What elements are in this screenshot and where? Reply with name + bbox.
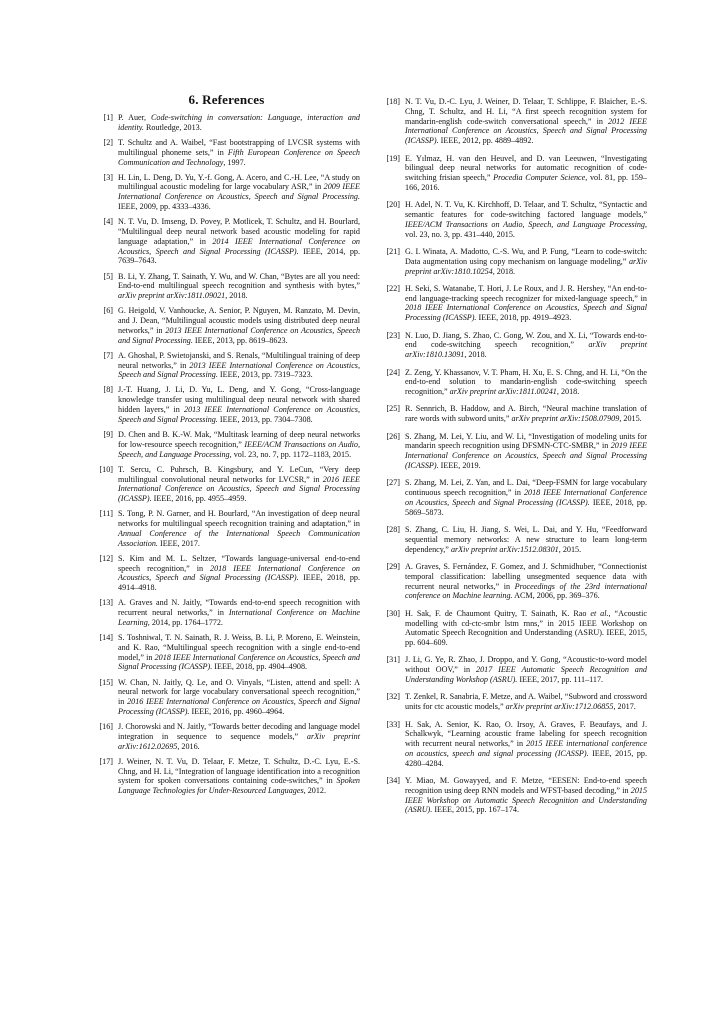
reference-number: [15] [99,677,113,687]
reference-details: , 2018. [225,291,248,301]
reference-number: [1] [103,113,113,122]
reference-number: [21] [386,246,400,256]
reference-entry [380,404,647,424]
reference-number: [34] [386,776,400,786]
reference-details: , 2015. [619,414,642,424]
reference-entry [380,655,647,684]
reference-venue: arXiv preprint arXiv:1612.02695 [118,731,360,751]
reference-authors-title: T. Zenkel, R. Sanabria, F. Metze, and A. Waibel, “Subword and crossword units for ctc acoustic models,” [405,692,647,712]
reference-number: [26] [386,431,400,441]
reference-venue: Procedia Computer Science [493,173,586,183]
reference-entry [380,609,647,648]
reference-details: IEEE, 2015, pp. 167–174. [432,805,519,815]
reference-number: [12] [99,553,113,563]
reference-details: IEEE, 2017. [157,538,200,548]
reference-entry [93,113,360,133]
reference-authors-title: P. Auer, [118,113,151,122]
reference-venue: Proceedings of the 23rd international conference on Machine learning. [405,581,647,601]
reference-details: IEEE, 2014, pp. 7639–7643. [118,246,360,266]
reference-authors-title: B. Li, Y. Zhang, T. Sainath, Y. Wu, and W. Chan, “Bytes are all you need: End-to-end multilingual speech recognition and synthesis with bytes,” [118,271,360,291]
reference-number: [32] [386,692,400,702]
reference-details: IEEE, 2016, pp. 4955–4959. [151,494,247,504]
reference-authors-title: S. Zhang, M. Lei, Y. Liu, and W. Li, “Investigation of modeling units for mandarin speech recognition using DFSMN-CTC-SMBR,” in [405,431,647,451]
reference-authors-title: S. Zhang, C. Liu, H. Jiang, S. Wei, L. Dai, and Y. Hu, “Feedforward sequential memory networks: A new structure to learn long-term dependency,” [405,525,647,554]
reference-authors-title: S. Tong, P. N. Garner, and H. Bourlard, “An investigation of deep neural networks for multilingual speech recognition training and adaptation,” in [118,509,360,529]
reference-details: IEEE, 2018, pp. 4914–4918. [118,573,360,593]
reference-authors-title: H. Adel, N. T. Vu, K. Kirchhoff, D. Telaar, and T. Schultz, “Syntactic and semantic features for code-switching factored language models,” [405,200,647,219]
reference-authors-title: H. Lin, L. Deng, D. Yu, Y.-f. Gong, A. Acero, and C.-H. Lee, “A study on multilingual acoustic modeling for large vocabulary ASR,” in [118,172,360,192]
reference-number: [25] [386,404,400,414]
reference-entry [93,509,360,548]
reference-details: IEEE, 2009, pp. 4333–4336. [118,202,211,212]
reference-authors-title: J. Weiner, N. T. Vu, D. Telaar, F. Metze, T. Schultz, D.-C. Lyu, E.-S. Chng, and H. Li, “Integration of language identification into a recognition system for spoken conversations containing code-switches,” in [118,756,360,786]
reference-entry [380,368,647,397]
reference-details: IEEE, 2013, pp. 8619–8623. [192,335,288,345]
reference-number: [5] [103,271,113,281]
reference-details: , 2018. [464,350,487,360]
reference-venue: 2019 IEEE International Conference on Acoustics, Speech and Signal Processing (ICASSP). [405,441,647,470]
reference-number: [28] [386,525,400,535]
reference-venue: arXiv preprint arXiv:1810.10254 [405,256,647,276]
reference-number: [13] [99,598,113,608]
reference-authors-title: N. T. Vu, D. Imseng, D. Povey, P. Motlicek, T. Schultz, and H. Bourlard, “Multilingual deep neural network based acoustic modeling for rapid language adaptation,” in [118,217,360,246]
reference-number: [6] [103,306,113,316]
reference-details: IEEE, 2015, pp. 4280–4284. [405,748,647,768]
reference-number: [8] [103,385,113,395]
reference-authors-title: H. Sak, F. de Chaumont Quitry, T. Sainath, K. Rao [405,608,591,618]
reference-number: [7] [103,350,113,360]
reference-authors-title: E. Yılmaz, H. van den Heuvel, and D. van Leeuwen, “Investigating bilingual deep neural networks for automatic recognition of code-switching frisian speech,” [405,153,647,183]
reference-entry [93,351,360,380]
reference-venue: 2012 IEEE International Conference on Acoustics, Speech and Signal Processing (ICASSP). [405,116,647,146]
reference-number: [23] [386,330,400,340]
reference-number: [30] [386,608,400,618]
reference-number: [27] [386,478,400,488]
reference-entry [93,678,360,717]
reference-venue: arXiv preprint arXiv:1508.07909 [511,414,620,424]
reference-entry [380,331,647,360]
reference-number: [20] [386,200,400,210]
reference-details: , 1997. [223,157,246,167]
reference-entry [380,720,647,769]
reference-entry [93,306,360,345]
reference-authors-title: W. Chan, N. Jaitly, Q. Le, and O. Vinyals, “Listen, attend and spell: A neural network for large vocabulary conversational speech recognition,” in [118,677,360,707]
reference-number: [19] [386,153,400,163]
reference-details: , “Acoustic modelling with cd-ctc-smbr lstm rnns,” in 2015 IEEE Workshop on Automatic Speech Recognition and Understanding (ASRU). IEEE, 2015, pp. 604–609. [405,608,647,648]
reference-details: , vol. 23, no. 3, pp. 431–440, 2015. [405,219,647,239]
reference-venue: 2016 IEEE International Conference on Acoustics, Speech and Signal Processing (ICASSP). [118,697,361,716]
reference-details: , vol. 23, no. 7, pp. 1172–1183, 2015. [229,449,352,459]
reference-number: [24] [386,367,400,377]
reference-venue: 2014 IEEE International Conference on Acoustics, Speech and Signal Processing (ICASSP). [118,236,360,256]
reference-venue: 2018 IEEE International Conference on Acoustics, Speech and Signal Processing (ICASSP). [405,488,647,507]
reference-venue: 2018 IEEE International Conference on Acoustics, Speech and Signal Processing (ICASSP). [405,303,647,323]
reference-authors-title: N. Luo, D. Jiang, S. Zhao, C. Gong, W. Zou, and X. Li, “Towards end-to-end code-switching speech recognition,” [405,330,647,350]
right-column [380,97,647,823]
reference-authors-title: J. Li, G. Ye, R. Zhao, J. Droppo, and Y. Gong, “Acoustic-to-word model without OOV,” in [405,655,647,675]
reference-number: [11] [99,509,113,519]
reference-details: , 2014, pp. 1764–1772. [147,617,223,627]
reference-venue: 2016 IEEE International Conference on Acoustics, Speech and Signal Processing (ICASSP). [118,474,360,504]
reference-details: IEEE, 2018, pp. 5869–5873. [405,497,647,517]
reference-venue: IEEE/ACM Transactions on Audio, Speech, and Language Processing [118,439,360,459]
reference-details: IEEE, 2013, pp. 7304–7308. [217,414,313,424]
reference-authors-title: J.-T. Huang, J. Li, D. Yu, L. Deng, and Y. Gong, “Cross-language knowledge transfer using multilingual deep neural network with shared hidden layers,” in [118,385,360,415]
reference-details: , 2015. [558,544,582,554]
reference-venue: 2015 IEEE international conference on acoustics, speech and signal processing (ICASSP). [405,739,647,758]
reference-venue: Fifth European Conference on Speech Communication and Technology [118,147,360,167]
reference-entry [93,272,360,301]
reference-details: IEEE, 2012, pp. 4889–4892. [438,136,534,146]
reference-number: [2] [103,137,113,147]
reference-entry [93,430,360,459]
reference-venue: 2013 IEEE International Conference on Acoustics, Speech and Signal Processing. [118,360,360,380]
reference-authors-title: H. Sak, A. Senior, K. Rao, O. Irsoy, A. Graves, F. Beaufays, and J. Schalkwyk, “Learning acoustic frame labeling for speech recognition with recurrent neural networks,” in [405,719,647,749]
reference-venue: Spoken Language Technologies for Under-Resourced Languages [118,776,360,796]
reference-details: IEEE, 2018, pp. 4919–4923. [476,313,572,323]
reference-entry [93,385,360,424]
reference-authors-title: Z. Zeng, Y. Khassanov, V. T. Pham, H. Xu, E. S. Chng, and H. Li, “On the end-to-end solution to mandarin-english code-switching speech recognition,” [405,367,647,397]
reference-details: , vol. 81, pp. 159–166, 2016. [405,173,647,192]
reference-details: , 2018. [556,387,580,397]
reference-venue: 2017 IEEE Automatic Speech Recognition and Understanding Workshop (ASRU). [405,665,647,684]
reference-venue: arXiv preprint arXiv:1811.00241 [449,387,557,397]
reference-entry [380,525,647,554]
reference-number: [29] [386,562,400,571]
reference-authors-title: T. Schultz and A. Waibel, “Fast bootstrapping of LVCSR systems with multilingual phoneme sets,” in [118,137,360,157]
reference-details: , 2017. [613,702,636,712]
reference-entry [93,598,360,627]
left-column [93,92,360,801]
reference-number: [16] [99,722,113,732]
reference-entry [93,217,360,266]
reference-authors-title: Y. Miao, M. Gowayyed, and F. Metze, “EESEN: End-to-end speech recognition using deep RNN models and WFST-based decoding,” in [405,776,647,795]
reference-venue: et al. [590,608,609,618]
reference-details: , 2018. [492,266,516,276]
reference-details: IEEE, 2017, pp. 111–117. [517,675,604,684]
section-title: 6. References [188,92,265,107]
reference-details: ACM, 2006, pp. 369–376. [512,591,600,601]
reference-authors-title: J. Chorowski and N. Jaitly, “Towards better decoding and language model integration in sequence to sequence models,” [118,722,360,741]
reference-venue: Annual Conference of the International Speech Communication Association. [118,528,360,548]
reference-authors-title: N. T. Vu, D.-C. Lyu, J. Weiner, D. Telaar, T. Schlippe, F. Blaicher, E.-S. Chng, T. Schultz, and H. Li, “A first speech recognition system for mandarin-english code-switch conversational speech,” in [405,97,647,126]
reference-number: [17] [99,756,113,766]
reference-number: [33] [386,719,400,729]
reference-venue: Code-switching in conversation: Language, interaction and identity. [118,113,360,132]
reference-entry [380,284,647,323]
reference-details: , 2012. [303,786,326,796]
reference-entry [93,465,360,504]
reference-details: , 2016. [177,741,200,751]
reference-venue: arXiv preprint arXiv:1712.06855 [505,702,614,712]
reference-number: [3] [103,172,113,182]
reference-number: [10] [99,464,113,474]
reference-list-left [93,113,360,796]
reference-details: IEEE, 2018, pp. 4904–4908. [212,662,308,672]
reference-entry [93,633,360,672]
reference-authors-title: S. Toshniwal, T. N. Sainath, R. J. Weiss, B. Li, P. Moreno, E. Weinstein, and K. Rao, “Multilingual speech recognition with a single end-to-end model,” in [118,633,360,662]
reference-entry [380,692,647,712]
reference-entry [93,554,360,593]
reference-venue: arXiv preprint arXiv:1512.08301 [450,544,559,554]
reference-authors-title: G. I. Winata, A. Madotto, C.-S. Wu, and P. Fung, “Learn to code-switch: Data augmentation using copy mechanism on language modeling,” [405,246,647,266]
reference-entry [380,200,647,239]
reference-number: [14] [99,633,113,643]
reference-entry [380,97,647,146]
reference-authors-title: A. Graves and N. Jaitly, “Towards end-to-end speech recognition with recurrent neural networks,” in [118,598,360,618]
reference-venue: arXiv preprint arXiv:1811.09021 [118,291,226,301]
reference-number: [4] [103,217,113,227]
reference-venue: 2018 IEEE International Conference on Acoustics, Speech and Signal Processing (ICASSP). [118,652,360,672]
reference-authors-title: A. Graves, S. Fernández, F. Gomez, and J. Schmidhuber, “Connectionist temporal classification: labelling unsegmented sequence data with recurrent neural networks,” in [405,562,647,591]
reference-details: IEEE, 2013, pp. 7319–7323. [217,370,313,380]
reference-number: [9] [103,430,113,439]
reference-venue: IEEE/ACM Transactions on Audio, Speech, and Language Processing [405,219,645,229]
reference-entry [93,138,360,167]
reference-authors-title: A. Ghoshal, P. Swietojanski, and S. Renals, “Multilingual training of deep neural networks,” in [118,350,360,370]
reference-authors-title: R. Sennrich, B. Haddow, and A. Birch, “Neural machine translation of rare words with subword units,” [405,404,647,424]
reference-entry [93,173,360,212]
reference-details: Routledge, 2013. [143,122,202,132]
reference-number: [31] [386,655,400,665]
reference-venue: 2013 IEEE International Conference on Acoustics, Speech and Signal Processing. [118,405,360,424]
reference-details: IEEE, 2019. [438,460,481,470]
reference-details: IEEE, 2016, pp. 4960–4964. [189,706,285,716]
reference-authors-title: T. Sercu, C. Puhrsch, B. Kingsbury, and Y. LeCun, “Very deep multilingual convolutional neural networks for LVCSR,” in [118,464,360,484]
reference-venue: arXiv preprint arXiv:1810.13091 [405,340,647,360]
reference-authors-title: H. Seki, S. Watanabe, T. Hori, J. Le Roux, and J. R. Hershey, “An end-to-end language-tracking speech recognizer for mixed-language speech,” in [405,283,647,303]
reference-entry [380,562,647,601]
reference-venue: 2018 IEEE International Conference on Acoustics, Speech and Signal Processing (ICASSP). [118,563,360,583]
reference-authors-title: S. Zhang, M. Lei, Z. Yan, and L. Dai, “Deep-FSMN for large vocabulary continuous speech recognition,” in [405,478,647,498]
reference-number: [18] [386,97,400,106]
reference-entry [93,757,360,796]
reference-authors-title: G. Heigold, V. Vanhoucke, A. Senior, P. Nguyen, M. Ranzato, M. Devin, and J. Dean, “Multilingual acoustic models using distributed deep neural networks,” in [118,306,360,335]
reference-entry [93,722,360,751]
reference-entry [380,154,647,193]
reference-list-right [380,97,647,815]
reference-entry [380,776,647,815]
reference-entry [380,432,647,471]
reference-authors-title: D. Chen and B. K.-W. Mak, “Multitask learning of deep neural networks for low-resource speech recognition,” [118,430,360,449]
reference-authors-title: S. Kim and M. L. Seltzer, “Towards language-universal end-to-end speech recognition,” in [118,553,360,573]
reference-entry [380,478,647,517]
reference-venue: 2015 IEEE Workshop on Automatic Speech Recognition and Understanding (ASRU). [405,785,647,815]
reference-venue: 2009 IEEE International Conference on Acoustics, Speech and Signal Processing. [118,182,360,202]
reference-entry [380,247,647,276]
reference-venue: 2013 IEEE International Conference on Acoustics, Speech and Signal Processing. [118,325,361,345]
reference-venue: International Conference on Machine Learning [118,608,360,627]
reference-number: [22] [386,283,400,293]
